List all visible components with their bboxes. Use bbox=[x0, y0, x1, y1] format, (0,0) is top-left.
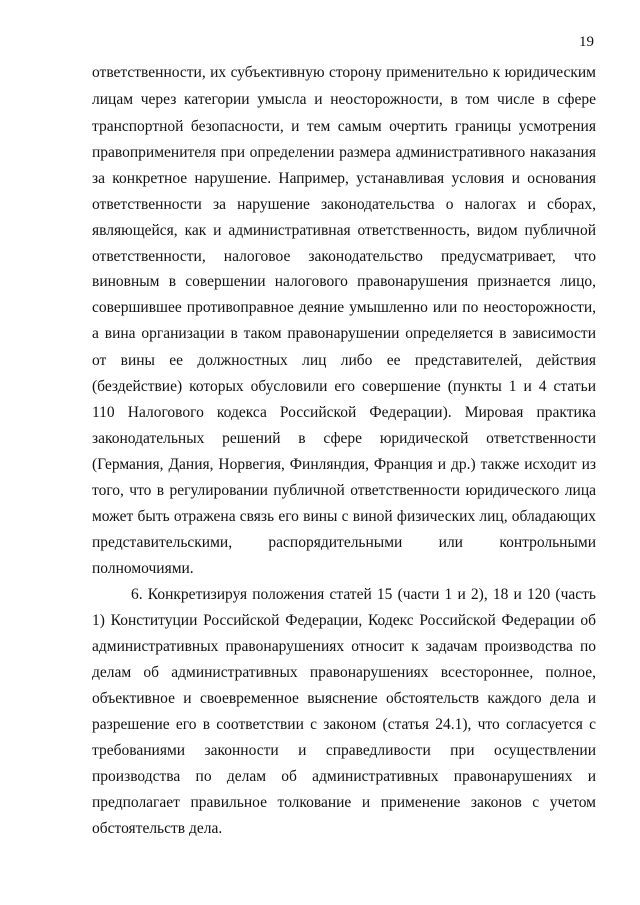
text-line: предполагает правильное толкование и применение законов с учетом bbox=[92, 794, 596, 811]
text-line: объективное и своевременное выяснение обстоятельств каждого дела и bbox=[92, 690, 596, 707]
text-line: совершившее противоправное деяние умышленно или по неосторожности, bbox=[92, 299, 596, 316]
text-line: лицам через категории умысла и неосторожности, в том числе в сфере bbox=[92, 91, 596, 108]
text-line: за конкретное нарушение. Например, устанавливая условия и основания bbox=[92, 170, 596, 187]
text-line: административных правонарушениях относит к задачам производства по bbox=[92, 638, 596, 655]
text-line: транспортной безопасности, и тем самым очертить границы усмотрения bbox=[92, 118, 596, 135]
text-line: ответственности, налоговое законодательство предусматривает, что bbox=[92, 248, 596, 265]
text-line: разрешение его в соответствии с законом (статья 24.1), что согласуется с bbox=[92, 716, 596, 733]
text-line: ответственности, их субъективную сторону применительно к юридическим bbox=[92, 64, 596, 81]
text-line: того, что в регулировании публичной ответственности юридического лица bbox=[92, 482, 596, 499]
page-number: 19 bbox=[579, 34, 594, 50]
text-line: 6. Конкретизируя положения статей 15 (части 1 и 2), 18 и 120 (часть bbox=[131, 586, 596, 603]
text-line: (бездействие) которых обусловили его совершение (пункты 1 и 4 статьи bbox=[92, 378, 596, 395]
text-line: являющейся, как и административная ответственность, видом публичной bbox=[92, 222, 596, 239]
text-line: требованиями законности и справедливости при осуществлении bbox=[92, 742, 596, 759]
text-line: 1) Конституции Российской Федерации, Кодекс Российской Федерации об bbox=[92, 612, 596, 629]
text-line: делам об административных правонарушениях всестороннее, полное, bbox=[92, 664, 596, 681]
text-line: законодательных решений в сфере юридической ответственности bbox=[92, 430, 596, 447]
text-line: обстоятельств дела. bbox=[92, 820, 223, 837]
text-line: может быть отражена связь его вины с виной физических лиц, обладающих bbox=[92, 508, 596, 525]
text-line: полномочиями. bbox=[92, 560, 194, 577]
text-line: ответственности за нарушение законодательства о налогах и сборах, bbox=[92, 196, 596, 213]
text-line: а вина организации в таком правонарушении определяется в зависимости bbox=[92, 325, 596, 342]
text-line: правоприменителя при определении размера административного наказания bbox=[92, 144, 596, 161]
text-line: (Германия, Дания, Норвегия, Финляндия, Франция и др.) также исходит из bbox=[92, 456, 596, 473]
text-line: представительскими, распорядительными или контрольными bbox=[92, 534, 596, 551]
text-line: от вины ее должностных лиц либо ее представителей, действия bbox=[92, 352, 596, 369]
text-line: 110 Налогового кодекса Российской Федерации). Мировая практика bbox=[92, 404, 596, 421]
text-line: производства по делам об административных правонарушениях и bbox=[92, 768, 596, 785]
text-line: виновным в совершении налогового правонарушения признается лицо, bbox=[92, 273, 596, 290]
